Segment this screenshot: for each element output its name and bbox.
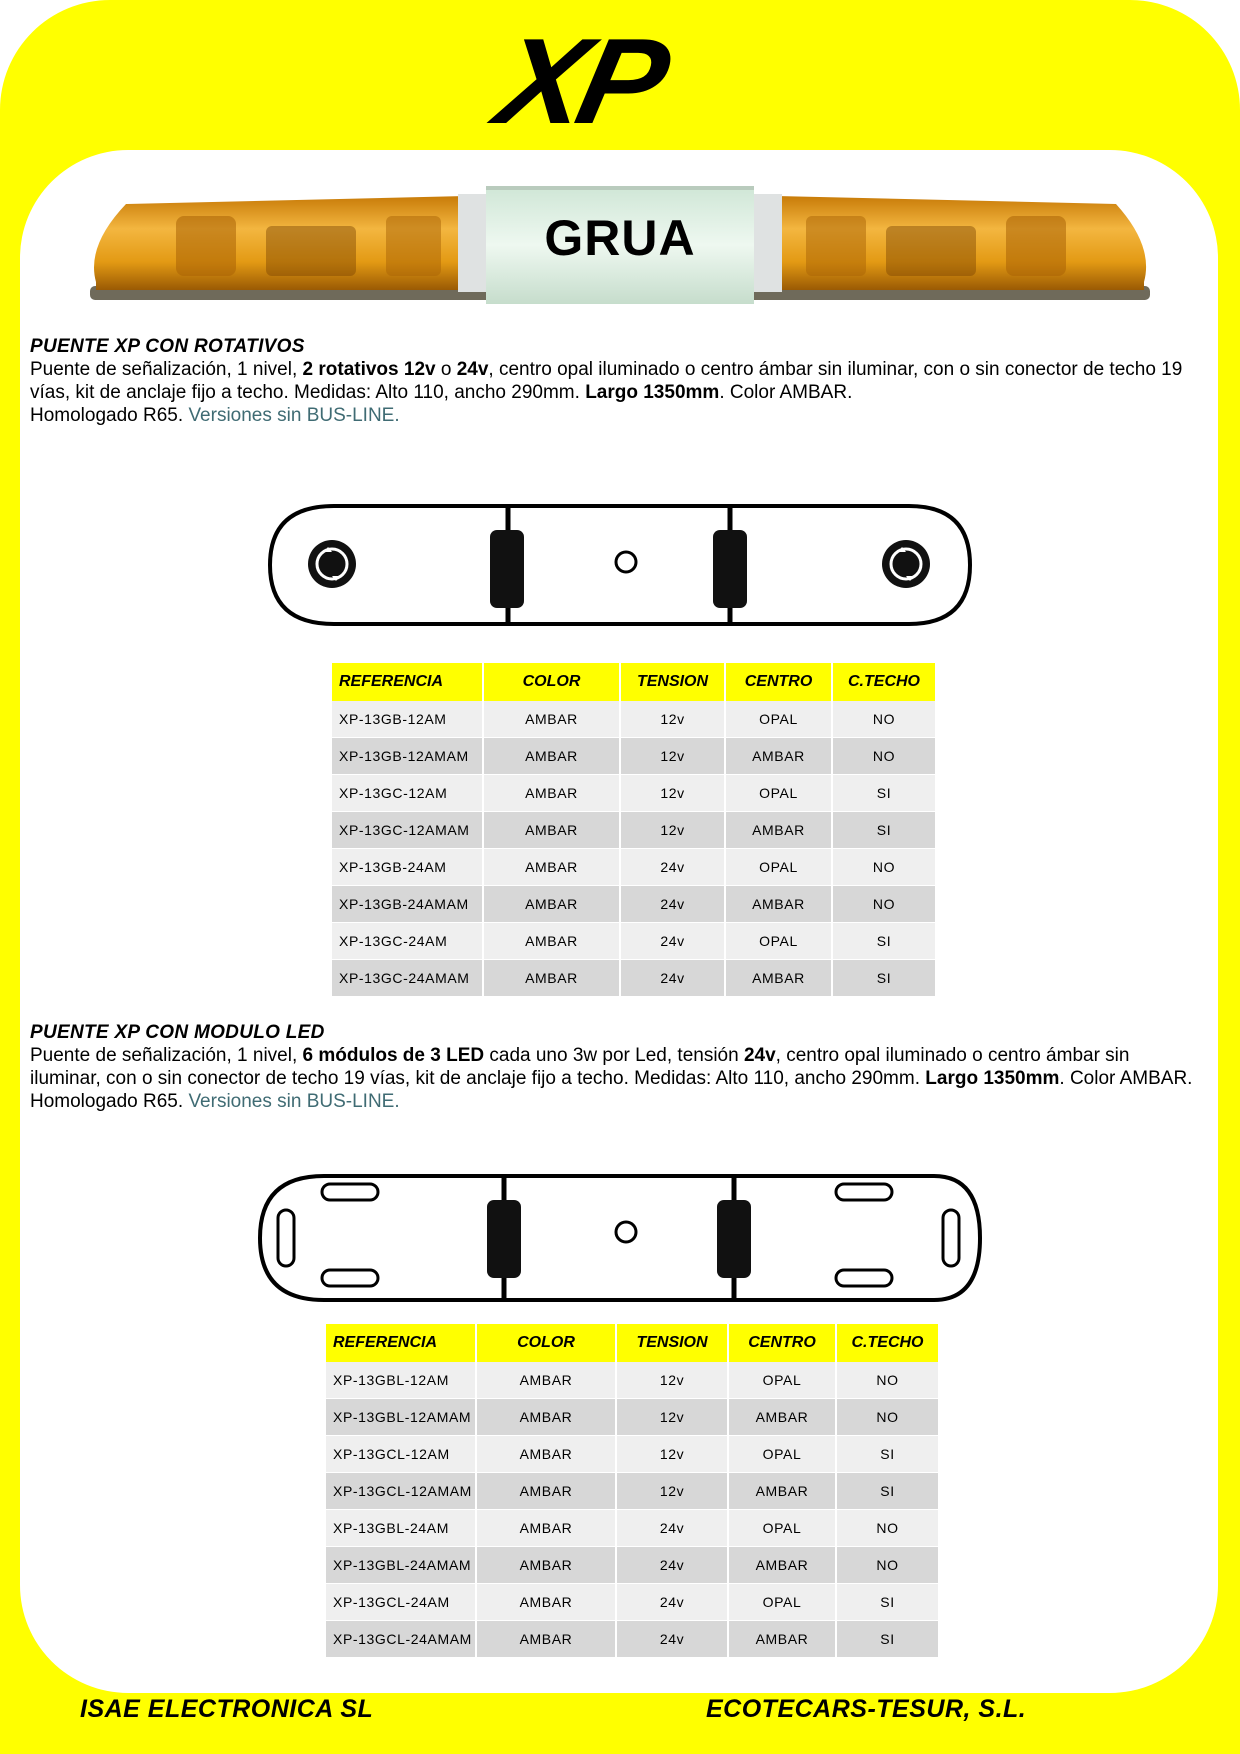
header-color: COLOR: [483, 663, 620, 701]
header-color: COLOR: [476, 1324, 616, 1362]
header-centro: CENTRO: [725, 663, 832, 701]
section1-description: Puente de señalización, 1 nivel, 2 rotativos 12v o 24v, centro opal iluminado o centro ámbar sin iluminar, con o sin conector de techo 19 vías, kit de anclaje fijo a techo. Medidas: Alto 110, ancho 290mm. Largo 1350mm. Color AMBAR. Homologado R65. Versiones sin BUS-LINE.: [30, 359, 1183, 426]
rotating-beacon-icon-right: [882, 540, 930, 588]
section2-description: Puente de señalización, 1 nivel, 6 módulos de 3 LED cada uno 3w por Led, tensión 24v, centro opal iluminado o centro ámbar sin iluminar, con o sin conector de techo 19 vías, kit de anclaje fijo a techo. Medidas: Alto 110, ancho 290mm. Largo 1350mm. Color AMBAR. Homologado R65. Versiones sin BUS-LINE.: [30, 1045, 1193, 1112]
table-row: XP-13GBL-24AMAM AMBAR 24v AMBAR NO: [326, 1547, 938, 1584]
header-tension: TENSION: [620, 663, 725, 701]
table-row: XP-13GCL-24AMAM AMBAR 24v AMBAR SI: [326, 1621, 938, 1658]
table-row: XP-13GB-12AMAM AMBAR 12v AMBAR NO: [332, 738, 935, 775]
header-ctecho: C.TECHO: [832, 663, 935, 701]
led-module-diagram: [254, 1170, 994, 1306]
header-ctecho: C.TECHO: [836, 1324, 938, 1362]
xp-logo: [450, 13, 710, 150]
versions-note: Versiones sin BUS-LINE.: [188, 405, 400, 426]
lightbar-center-label: GRUA: [544, 210, 696, 266]
header-tension: TENSION: [616, 1324, 728, 1362]
table-row: XP-13GB-24AM AMBAR 24v OPAL NO: [332, 849, 935, 886]
table-row: XP-13GC-12AMAM AMBAR 12v AMBAR SI: [332, 812, 935, 849]
table-row: XP-13GB-12AM AMBAR 12v OPAL NO: [332, 701, 935, 738]
section1-title: PUENTE XP CON ROTATIVOS: [30, 336, 305, 357]
section1-spec-table: [332, 663, 935, 996]
section2-title: PUENTE XP CON MODULO LED: [30, 1022, 325, 1043]
footer-company-right: ECOTECARS-TESUR, S.L.: [706, 1695, 1027, 1723]
logo-text: XP: [486, 13, 674, 150]
table-row: XP-13GCL-12AMAM AMBAR 12v AMBAR SI: [326, 1473, 938, 1510]
rotativos-diagram: [264, 500, 984, 630]
rotating-beacon-icon-left: [308, 540, 356, 588]
table-row: XP-13GBL-12AMAM AMBAR 12v AMBAR NO: [326, 1399, 938, 1436]
header-referencia: REFERENCIA: [332, 663, 483, 701]
header-referencia: REFERENCIA: [326, 1324, 476, 1362]
table-row: XP-13GBL-12AM AMBAR 12v OPAL NO: [326, 1362, 938, 1399]
header-centro: CENTRO: [728, 1324, 836, 1362]
versions-note: Versiones sin BUS-LINE.: [188, 1091, 400, 1112]
table-row: XP-13GBL-24AM AMBAR 24v OPAL NO: [326, 1510, 938, 1547]
section2-spec-table: [326, 1324, 938, 1657]
table-row: XP-13GC-24AMAM AMBAR 24v AMBAR SI: [332, 960, 935, 997]
table-row: XP-13GCL-24AM AMBAR 24v OPAL SI: [326, 1584, 938, 1621]
footer-company-left: ISAE ELECTRONICA SL: [80, 1695, 374, 1723]
table-row: XP-13GC-24AM AMBAR 24v OPAL SI: [332, 923, 935, 960]
table-row: XP-13GCL-12AM AMBAR 12v OPAL SI: [326, 1436, 938, 1473]
table-row: XP-13GC-12AM AMBAR 12v OPAL SI: [332, 775, 935, 812]
led-module-icons: [278, 1184, 959, 1286]
table-row: XP-13GB-24AMAM AMBAR 24v AMBAR NO: [332, 886, 935, 923]
table-header-row: [326, 1324, 938, 1362]
table-header-row: [332, 663, 935, 701]
